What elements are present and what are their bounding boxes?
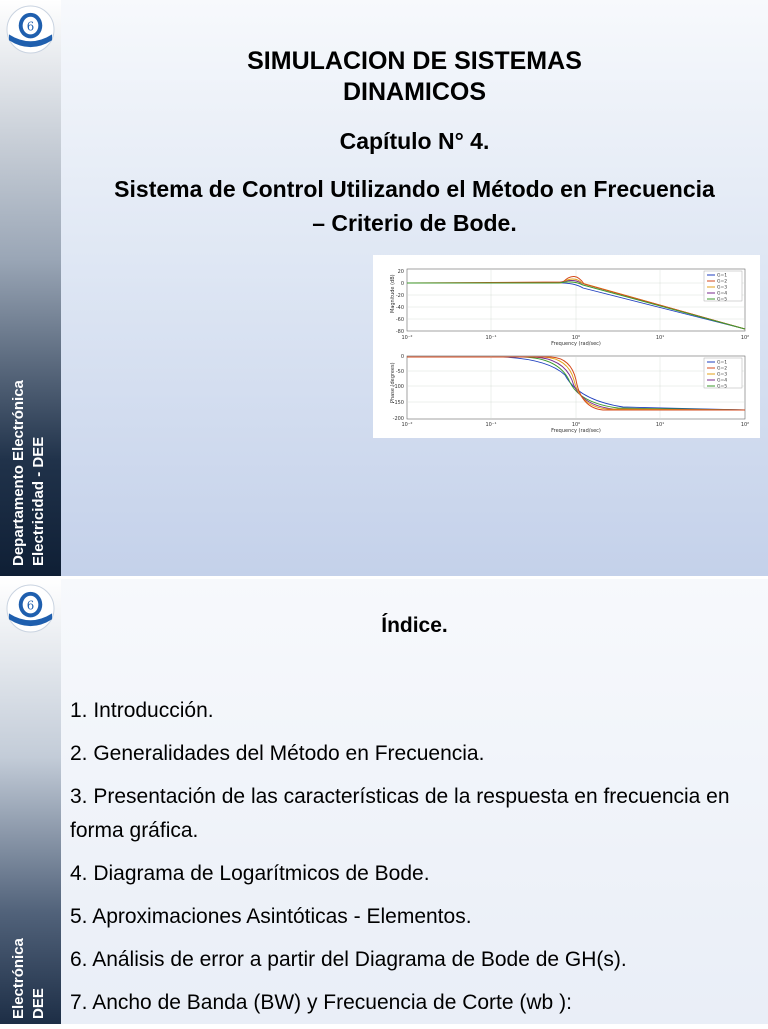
- mag-ytick: -40: [395, 305, 404, 311]
- phase-xlabel: Frequency (rad/sec): [551, 428, 601, 434]
- mag-xtick: 10²: [740, 335, 750, 341]
- sidebar-line-2: Electricidad - DEE: [30, 436, 47, 566]
- university-logo: [6, 584, 55, 633]
- index-item: 6. Análisis de error a partir del Diagrama de Bode de GH(s).: [70, 948, 627, 971]
- index-item: 3. Presentación de las características de la respuesta en frecuencia en forma gráfica.: [70, 785, 730, 842]
- sidebar-department-text: [9, 380, 49, 566]
- title-line-2: DINAMICOS: [342, 78, 487, 106]
- mag-legend-item: G=4: [717, 291, 728, 297]
- index-item: 4. Diagrama de Logarítmicos de Bode.: [70, 862, 430, 885]
- subtitle-line-1: Sistema de Control Utilizando el Método en Frecuencia: [114, 176, 715, 202]
- phase-ytick: 0: [400, 354, 404, 360]
- mag-legend-item: G=5: [717, 297, 728, 303]
- phase-xtick: 10¹: [655, 422, 665, 428]
- phase-xtick: 10²: [740, 422, 750, 428]
- mag-ytick: -60: [395, 317, 404, 323]
- index-item: 1. Introducción.: [70, 699, 214, 722]
- phase-xtick: 10⁻²: [401, 422, 413, 428]
- phase-legend-item: G=4: [717, 378, 728, 384]
- index-heading: Índice.: [381, 614, 448, 637]
- main-title: [61, 46, 768, 108]
- mag-legend-item: G=3: [717, 285, 728, 291]
- subtitle: [61, 172, 768, 240]
- mag-ytick: 0: [400, 281, 404, 287]
- index-item: 2. Generalidades del Método en Frecuencia.: [70, 742, 485, 765]
- index-list: [70, 694, 760, 1029]
- phase-ytick: -150: [392, 400, 404, 406]
- phase-legend-item: G=3: [717, 372, 728, 378]
- sidebar-department-text: [9, 938, 49, 1019]
- sidebar-line-1: Departamento Electrónica: [10, 380, 27, 566]
- svg-text:6: 6: [26, 19, 35, 34]
- subtitle-line-2: – Criterio de Bode.: [312, 210, 517, 236]
- phase-legend-item: G=5: [717, 384, 728, 390]
- mag-xtick: 10⁻¹: [485, 335, 497, 341]
- phase-legend-item: G=1: [717, 360, 728, 366]
- phase-ytick: -200: [392, 416, 404, 422]
- chapter-title: Capítulo N° 4.: [339, 128, 490, 154]
- phase-xtick: 10⁰: [571, 422, 581, 428]
- mag-ytick: -80: [395, 329, 404, 335]
- phase-legend-item: G=2: [717, 366, 728, 372]
- bode-plot-image: [373, 255, 760, 438]
- phase-ytick: -50: [395, 369, 404, 375]
- sidebar: [0, 0, 61, 576]
- phase-xtick: 10⁻¹: [485, 422, 497, 428]
- svg-text:6: 6: [26, 598, 35, 613]
- title-line-1: SIMULACION DE SISTEMAS: [247, 47, 582, 75]
- mag-legend-item: G=1: [717, 273, 728, 279]
- sidebar-line-2: DEE: [30, 988, 47, 1019]
- phase-ytick: -100: [392, 384, 404, 390]
- university-logo: [6, 5, 55, 54]
- sidebar: [0, 579, 61, 1024]
- mag-ylabel: Magnitude (dB): [390, 274, 396, 313]
- sidebar-line-1: Electrónica: [10, 938, 27, 1019]
- phase-ylabel: Phase (degrees): [390, 362, 396, 403]
- mag-xlabel: Frequency (rad/sec): [551, 341, 601, 347]
- mag-ytick: 20: [397, 269, 404, 275]
- mag-xtick: 10⁰: [571, 335, 581, 341]
- mag-xtick: 10¹: [655, 335, 665, 341]
- index-item: 7. Ancho de Banda (BW) y Frecuencia de Corte (wb ):: [70, 991, 572, 1014]
- mag-xtick: 10⁻²: [401, 335, 413, 341]
- mag-ytick: -20: [395, 293, 404, 299]
- mag-legend-item: G=2: [717, 279, 728, 285]
- index-item: 5. Aproximaciones Asintóticas - Elementos.: [70, 905, 472, 928]
